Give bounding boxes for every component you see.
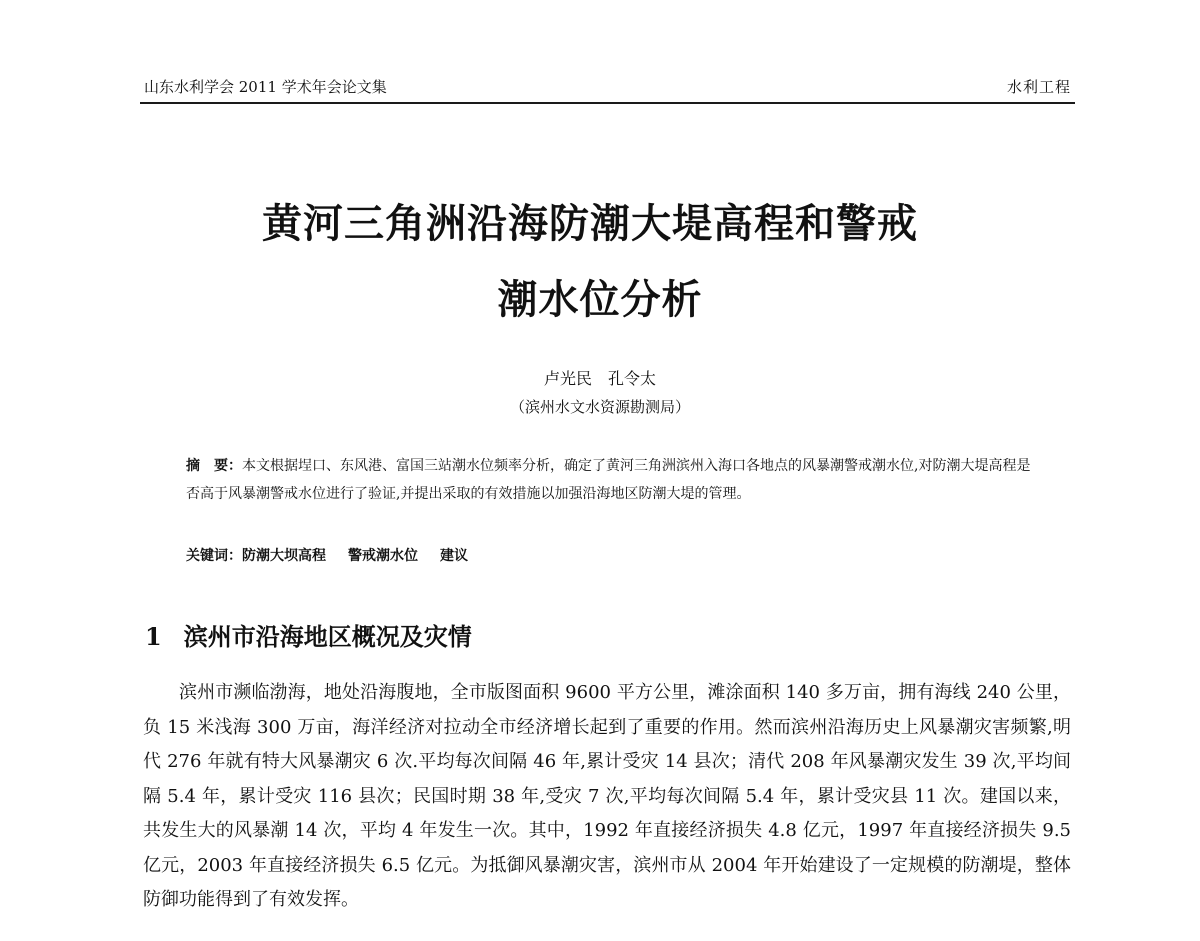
running-header — [140, 74, 1075, 104]
abstract-label: 摘 要： — [186, 458, 242, 474]
section-category: 水利工程 — [1006, 78, 1071, 96]
paper-title-line-2: 潮水位分析 — [497, 277, 703, 323]
section-number: 1 — [145, 622, 162, 651]
abstract-text: 本文根据埕口、东风港、富国三站潮水位频率分析，确定了黄河三角洲滨州入海口各地点的风暴潮警戒潮水位,对防潮大堤高程是否高于风暴潮警戒水位进行了验证,并提出采取的有效措施以加强沿海地区防潮大堤的管理。 — [186, 458, 1031, 502]
authors: 卢光民 孔令太 — [543, 369, 656, 388]
abstract — [186, 452, 1036, 508]
keywords — [186, 542, 1036, 570]
keyword-item: 防潮大坝高程 — [242, 548, 326, 564]
paper-title-line-1: 黄河三角洲沿海防潮大堤高程和警戒 — [262, 201, 918, 247]
keyword-item: 警戒潮水位 — [348, 548, 418, 564]
section-title: 滨州市沿海地区概况及灾情 — [183, 623, 472, 651]
proceedings-name: 山东水利学会 2011 学术年会论文集 — [144, 78, 387, 96]
keyword-item: 建议 — [440, 548, 468, 564]
affiliation: （滨州水文水资源勘测局） — [509, 398, 690, 416]
section-heading — [145, 617, 472, 652]
keywords-label: 关键词： — [186, 548, 242, 564]
section-paragraph: 滨州市濒临渤海，地处沿海腹地，全市版图面积 9600 平方公里，滩涂面积 140 多万亩，拥有海线 240 公里，负 15 米浅海 300 万亩，海洋经济对拉动全市经济增长起到了重要的作用。然而滨州沿海历史上风暴潮灾害频繁,明代 276 年就有特大风暴潮灾 6 次.平均每次间隔 46 年,累计受灾 14 县次；清代 208 年风暴潮灾发生 39 次,平均间隔 5.4 年，累计受灾 116 县次；民国时期 38 年,受灾 7 次,平均每次间隔 5.4 年，累计受灾县 11 次。建国以来，共发生大的风暴潮 14 次，平均 4 年发生一次。其中，1992 年直接经济损失 4.8 亿元，1997 年直接经济损失 9.5 亿元，2003 年直接经济损失 6.5 亿元。为抵御风暴潮灾害，滨州市从 2004 年开始建设了一定规模的防潮堤，整体防御功能得到了有效发挥。 — [143, 682, 1071, 910]
